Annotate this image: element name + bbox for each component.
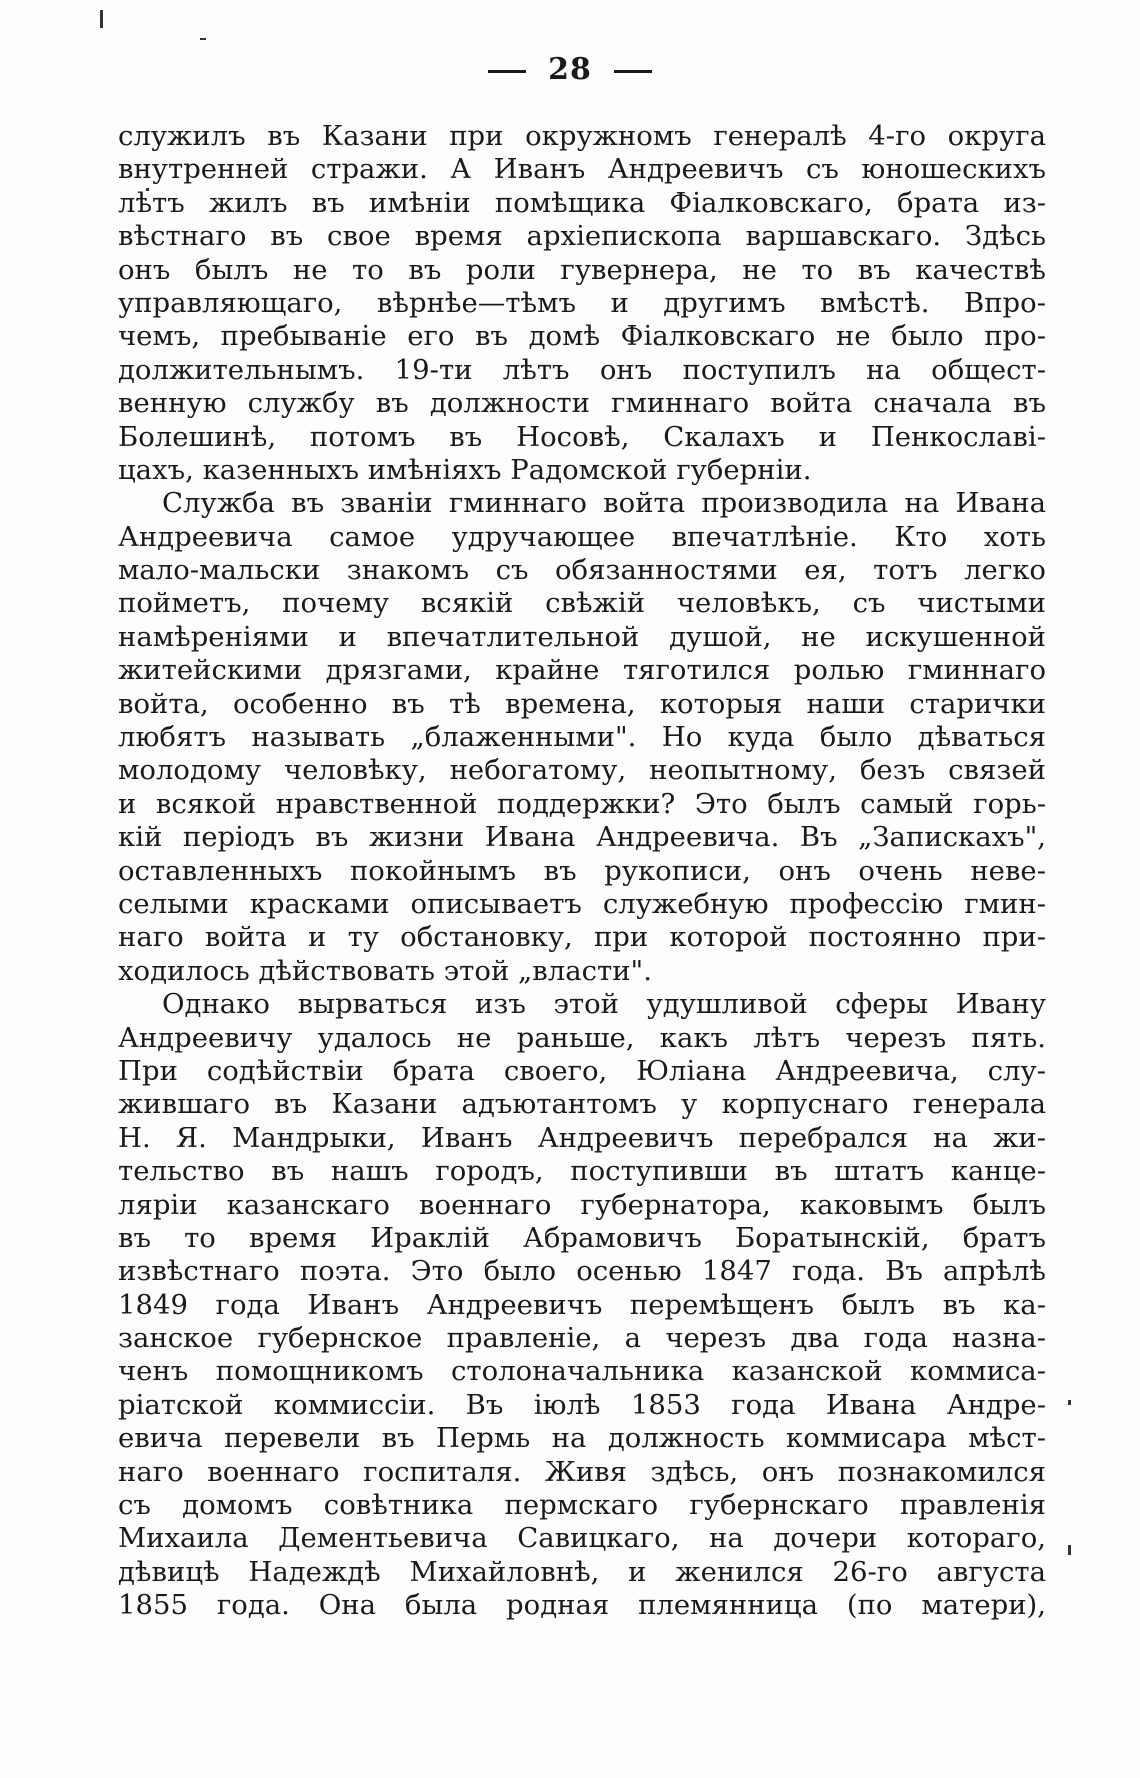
text-line: занское губернское правленіе, а черезъ два года назна- [118,1322,1046,1355]
text-line: молодому человѣку, небогатому, неопытному, безъ связей [118,754,1046,787]
text-line: Андреевичу удалось не раньше, какъ лѣтъ черезъ пять. [118,1021,1046,1054]
text-line: любятъ называть „блаженными". Но куда было дѣваться [118,721,1046,754]
scan-speck [100,10,103,28]
text-line: внутренней стражи. А Иванъ Андреевичъ съ юношескихъ [118,153,1046,186]
text-line: оставленныхъ покойнымъ въ рукописи, онъ очень неве- [118,854,1046,887]
text-line: чемъ, пребываніе его въ домѣ Фіалковскаго не было про- [118,320,1046,353]
text-line: тельство въ нашъ городъ, поступивши въ штатъ канце- [118,1155,1046,1188]
text-line: житейскими дрязгами, крайне тяготился ролью гминнаго [118,654,1046,687]
page-number [0,52,1140,87]
text-line: Андреевича самое удручающее впечатлѣніе. Кто хоть [118,520,1046,553]
text-line: наго войта и ту обстановку, при которой постоянно при- [118,921,1046,954]
text-line: съ домомъ совѣтника пермскаго губернскаго правленія [118,1489,1046,1522]
text-line: ходилось дѣйствовать этой „власти". [118,954,652,987]
scan-speck [1068,1400,1071,1405]
text-line: пойметъ, почему всякій свѣжій человѣкъ, съ чистыми [118,587,1046,620]
text-line: Служба въ званіи гминнаго войта производила на Ивана [162,487,1046,520]
paragraph [118,487,1046,988]
text-line: войта, особенно въ тѣ времена, которыя наши старички [118,687,1046,720]
text-body [118,120,1046,1623]
text-line: должительнымъ. 19-ти лѣтъ онъ поступилъ на общест- [118,353,1046,386]
text-line: лѣтъ жилъ въ имѣніи помѣщика Фіалковскаго, брата из- [118,186,1046,219]
text-line: 1855 года. Она была родная племянница (по матери), [118,1589,1046,1622]
page-number-dash-right [614,70,652,73]
text-line: дѣвицѣ Надеждѣ Михайловнѣ, и женился 26-го августа [118,1555,1046,1588]
text-line: ріатской коммиссіи. Въ іюлѣ 1853 года Ивана Андре- [118,1388,1046,1421]
paragraph [118,120,1046,487]
text-line: ляріи казанскаго военнаго губернатора, каковымъ былъ [118,1188,1046,1221]
text-line: наго военнаго госпиталя. Живя здѣсь, онъ познакомился [118,1455,1046,1488]
text-line: намѣреніями и впечатлительной душой, не искушенной [118,620,1046,653]
text-line: Однако вырваться изъ этой удушливой сферы Ивану [162,988,1046,1021]
text-line: онъ былъ не то въ роли гувернера, не то въ качествѣ [118,253,1046,286]
text-line: извѣстнаго поэта. Это было осенью 1847 года. Въ апрѣлѣ [118,1255,1046,1288]
page-number-value: 28 [548,52,592,87]
text-line: въ то время Ираклій Абрамовичъ Боратынскій, братъ [118,1221,1046,1254]
paragraph [118,988,1046,1622]
text-line: кій періодъ въ жизни Ивана Андреевича. Въ „Запискахъ", [118,821,1046,854]
text-line: управляющаго, вѣрнѣе—тѣмъ и другимъ вмѣстѣ. Впро- [118,286,1046,319]
text-line: селыми красками описываетъ служебную профессію гмин- [118,887,1046,920]
text-line: При содѣйствіи брата своего, Юліана Андреевича, слу- [118,1054,1046,1087]
text-line: Н. Я. Мандрыки, Иванъ Андреевичъ перебрался на жи- [118,1121,1046,1154]
text-line: 1849 года Иванъ Андреевичъ перемѣщенъ былъ въ ка- [118,1288,1046,1321]
text-line: цахъ, казенныхъ имѣніяхъ Радомской губерніи. [118,453,812,486]
text-line: и всякой нравственной поддержки? Это былъ самый горь- [118,787,1046,820]
text-line: служилъ въ Казани при окружномъ генералѣ 4-го округа [118,120,1046,152]
text-line: вѣстнаго въ свое время архіепископа варшавскаго. Здѣсь [118,220,1046,253]
text-line: Болешинѣ, потомъ въ Носовѣ, Скалахъ и Пенкославі- [118,420,1046,453]
scan-speck [200,38,206,40]
page-number-dash-left [488,70,526,73]
text-line: венную службу въ должности гминнаго войта сначала въ [118,387,1046,420]
scan-speck [1068,1545,1071,1555]
text-line: евича перевели въ Пермь на должность коммисара мѣст- [118,1422,1046,1455]
text-line: жившаго въ Казани адъютантомъ у корпуснаго генерала [118,1088,1046,1121]
text-line: ченъ помощникомъ столоначальника казанской коммиса- [118,1355,1046,1388]
text-line: мало-мальски знакомъ съ обязанностями ея, тотъ легко [118,554,1046,587]
text-line: Михаила Дементьевича Савицкаго, на дочери котораго, [118,1522,1046,1555]
